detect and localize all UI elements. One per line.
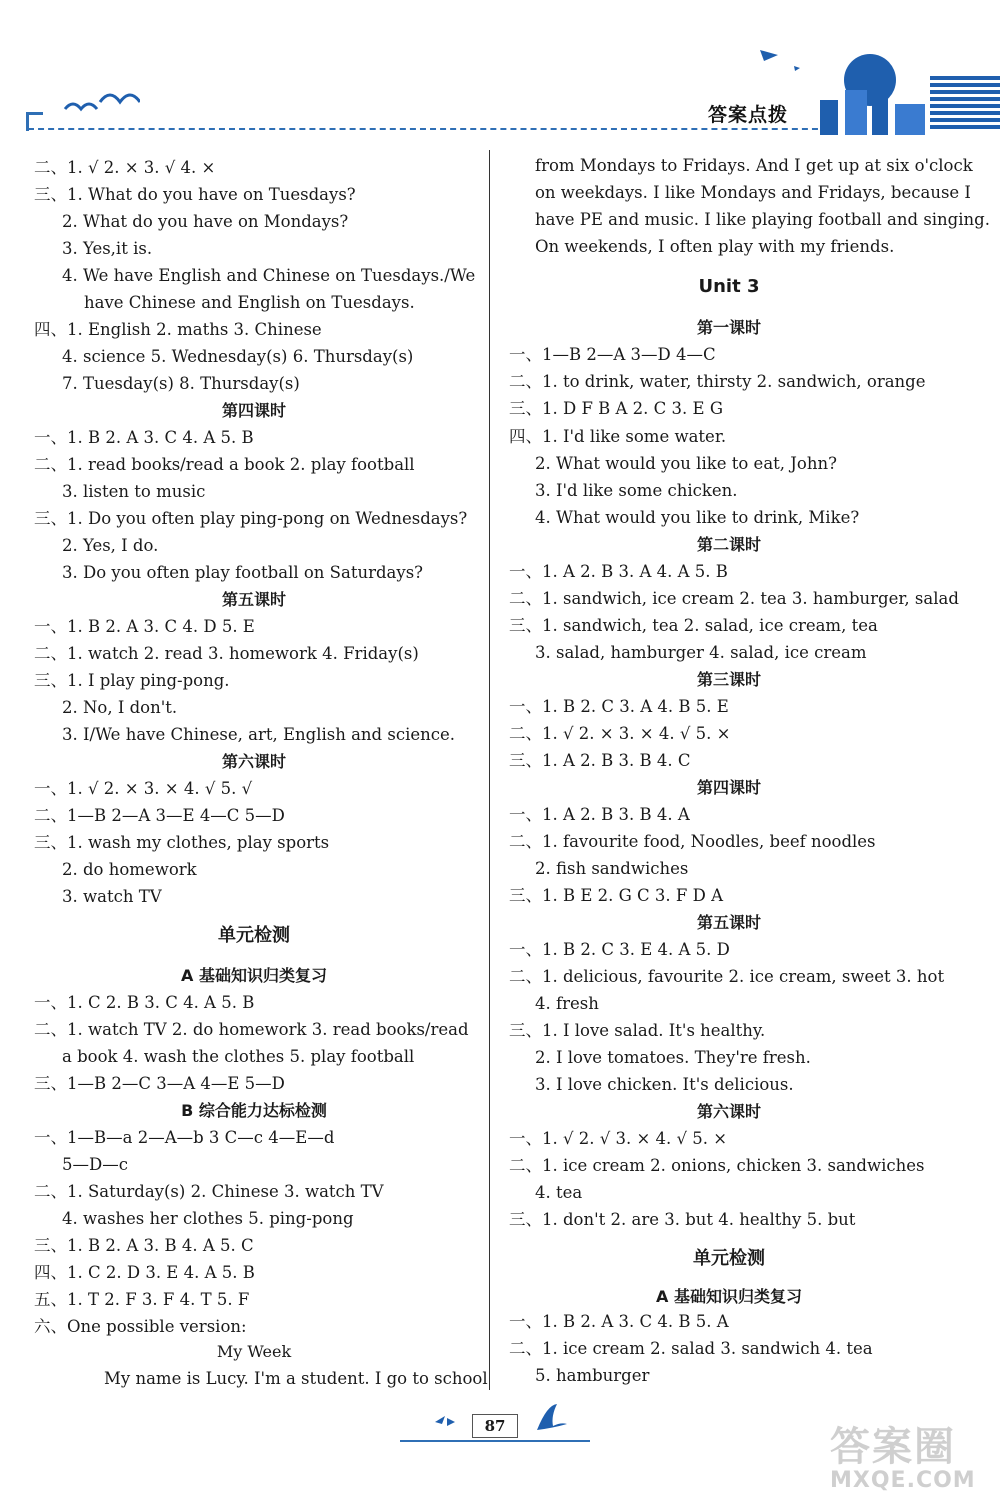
answer-line: A 基础知识归类复习: [656, 1287, 802, 1306]
answer-line: on weekdays. I like Mondays and Fridays, because I: [535, 183, 971, 202]
answer-line: 4. washes her clothes 5. ping-pong: [62, 1209, 354, 1228]
answer-line: 3. watch TV: [62, 887, 162, 906]
answer-line: B 综合能力达标检测: [181, 1101, 327, 1120]
answer-line: have Chinese and English on Tuesdays.: [84, 293, 415, 312]
answer-line: 第五课时: [221, 590, 286, 609]
answer-line: 一、1. √ 2. × 3. × 4. √ 5. √: [34, 779, 253, 798]
answer-line: 3. Do you often play football on Saturdays?: [62, 563, 424, 582]
header-title: 答案点拨: [708, 104, 789, 126]
answer-line: 第四课时: [221, 401, 286, 420]
answer-line: 2. Yes, I do.: [62, 536, 159, 555]
answer-line: 3. I'd like some chicken.: [535, 481, 738, 500]
answer-line: 三、1. What do you have on Tuesdays?: [34, 185, 356, 204]
answer-line: 三、1—B 2—C 3—A 4—E 5—D: [34, 1074, 285, 1093]
answer-line: 2. What would you like to eat, John?: [535, 454, 837, 473]
answer-line: 第三课时: [696, 670, 761, 689]
answer-line: 第二课时: [696, 535, 761, 554]
answer-line: 5. hamburger: [535, 1366, 650, 1385]
answer-line: 2. No, I don't.: [62, 698, 178, 717]
answer-line: 第五课时: [696, 913, 761, 932]
answer-line: My Week: [216, 1342, 292, 1361]
answer-line: 第四课时: [696, 778, 761, 797]
answer-line: 3. Yes,it is.: [62, 239, 153, 258]
answer-line: 第六课时: [221, 752, 286, 771]
answer-line: 四、1. C 2. D 3. E 4. A 5. B: [34, 1263, 255, 1282]
answer-line: Unit 3: [698, 276, 760, 297]
answer-line: 一、1. B 2. A 3. C 4. A 5. B: [34, 428, 254, 447]
answer-line: 三、1. I play ping-pong.: [34, 671, 230, 690]
column-divider: [489, 150, 490, 1390]
answer-line: 2. fish sandwiches: [535, 859, 689, 878]
answer-line: 二、1. delicious, favourite 2. ice cream, sweet 3. hot: [509, 967, 945, 986]
answer-line: 三、1. B 2. A 3. B 4. A 5. C: [34, 1236, 254, 1255]
answer-line: 二、1. ice cream 2. onions, chicken 3. sandwiches: [509, 1156, 925, 1175]
answer-line: 二、1. read books/read a book 2. play football: [34, 455, 415, 474]
answer-line: A 基础知识归类复习: [181, 966, 327, 985]
header-dashed-line: [28, 128, 828, 130]
answer-line: 单元检测: [218, 925, 290, 946]
answer-line: 7. Tuesday(s) 8. Thursday(s): [62, 374, 300, 393]
answer-line: 二、1. Saturday(s) 2. Chinese 3. watch TV: [34, 1182, 384, 1201]
answer-line: 一、1. B 2. A 3. C 4. D 5. E: [34, 617, 255, 636]
watermark-line1: 答案圈: [830, 1424, 956, 1470]
page-header: [0, 0, 1000, 150]
answer-line: 一、1. B 2. C 3. A 4. B 5. E: [509, 697, 729, 716]
answer-line: 4. fresh: [535, 994, 599, 1013]
answer-line: have PE and music. I like playing football and singing.: [535, 210, 990, 229]
answer-line: 4. What would you like to drink, Mike?: [535, 508, 860, 527]
answer-line: 3. listen to music: [62, 482, 206, 501]
answer-line: 二、1—B 2—A 3—E 4—C 5—D: [34, 806, 285, 825]
answer-line: 一、1. B 2. C 3. E 4. A 5. D: [509, 940, 730, 959]
answer-line: 2. What do you have on Mondays?: [62, 212, 349, 231]
answer-line: 5—D—c: [62, 1155, 128, 1174]
watermark-logo: [830, 1415, 1000, 1493]
answer-line: 4. We have English and Chinese on Tuesdays./We: [62, 266, 476, 285]
answer-line: 二、1. watch 2. read 3. homework 4. Friday(s): [34, 644, 419, 663]
answer-line: 三、1. sandwich, tea 2. salad, ice cream, tea: [509, 616, 878, 635]
answer-line: 三、1. B E 2. G C 3. F D A: [509, 886, 724, 905]
answer-line: 4. tea: [535, 1183, 583, 1202]
answer-line: 六、One possible version:: [34, 1317, 247, 1336]
answer-line: 二、1. watch TV 2. do homework 3. read books/read: [34, 1020, 469, 1039]
answer-line: 4. science 5. Wednesday(s) 6. Thursday(s): [62, 347, 414, 366]
answer-line: 2. I love tomatoes. They're fresh.: [535, 1048, 811, 1067]
answer-line: 一、1. A 2. B 3. A 4. A 5. B: [509, 562, 728, 581]
header-stripes-decoration: [930, 76, 1000, 132]
answer-line: 一、1. A 2. B 3. B 4. A: [509, 805, 690, 824]
answer-line: 一、1—B 2—A 3—D 4—C: [509, 345, 716, 364]
answer-line: 三、1. I love salad. It's healthy.: [509, 1021, 766, 1040]
answer-line: 二、1. favourite food, Noodles, beef noodles: [509, 832, 876, 851]
answer-line: 3. I love chicken. It's delicious.: [535, 1075, 794, 1094]
answer-line: 一、1. B 2. A 3. C 4. B 5. A: [509, 1312, 729, 1331]
answer-line: 三、1. don't 2. are 3. but 4. healthy 5. but: [509, 1210, 856, 1229]
answer-line: 三、1. D F B A 2. C 3. E G: [509, 399, 724, 418]
answer-line: 二、1. √ 2. × 3. × 4. √ 5. ×: [509, 724, 731, 743]
answer-line: from Mondays to Fridays. And I get up at six o'clock: [535, 156, 973, 175]
birds-icon: [60, 84, 140, 124]
answer-line: 3. I/We have Chinese, art, English and science.: [62, 725, 455, 744]
footer-line: [400, 1440, 590, 1442]
answer-line: 一、1. √ 2. √ 3. × 4. √ 5. ×: [509, 1129, 728, 1148]
page-number: 87: [472, 1414, 518, 1438]
answer-line: 三、1. A 2. B 3. B 4. C: [509, 751, 691, 770]
answer-line: a book 4. wash the clothes 5. play football: [62, 1047, 415, 1066]
answer-line: 三、1. Do you often play ping-pong on Wednesdays?: [34, 509, 468, 528]
answer-line: 第六课时: [696, 1102, 761, 1121]
answer-line: 四、1. English 2. maths 3. Chinese: [34, 320, 322, 339]
answer-line: 二、1. to drink, water, thirsty 2. sandwich, orange: [509, 372, 926, 391]
answer-line: My name is Lucy. I'm a student. I go to school: [104, 1369, 488, 1388]
answer-line: 一、1. C 2. B 3. C 4. A 5. B: [34, 993, 255, 1012]
answer-line: 四、1. I'd like some water.: [509, 427, 727, 446]
answer-line: 二、1. √ 2. × 3. √ 4. ×: [34, 158, 216, 177]
answer-line: 二、1. sandwich, ice cream 2. tea 3. hamburger, salad: [509, 589, 959, 608]
city-skyline-icon: [750, 40, 930, 135]
answer-line: 三、1. wash my clothes, play sports: [34, 833, 330, 852]
watermark-line2: MXQE.COM: [830, 1468, 976, 1493]
answer-line: 3. salad, hamburger 4. salad, ice cream: [535, 643, 867, 662]
answer-line: On weekends, I often play with my friends.: [535, 237, 895, 256]
answer-line: 五、1. T 2. F 3. F 4. T 5. F: [34, 1290, 250, 1309]
answer-line: 单元检测: [693, 1248, 765, 1269]
answer-line: 2. do homework: [62, 860, 197, 879]
answer-line: 第一课时: [696, 318, 761, 337]
answer-line: 二、1. ice cream 2. salad 3. sandwich 4. tea: [509, 1339, 873, 1358]
answer-line: 一、1—B—a 2—A—b 3 C—c 4—E—d: [34, 1128, 335, 1147]
